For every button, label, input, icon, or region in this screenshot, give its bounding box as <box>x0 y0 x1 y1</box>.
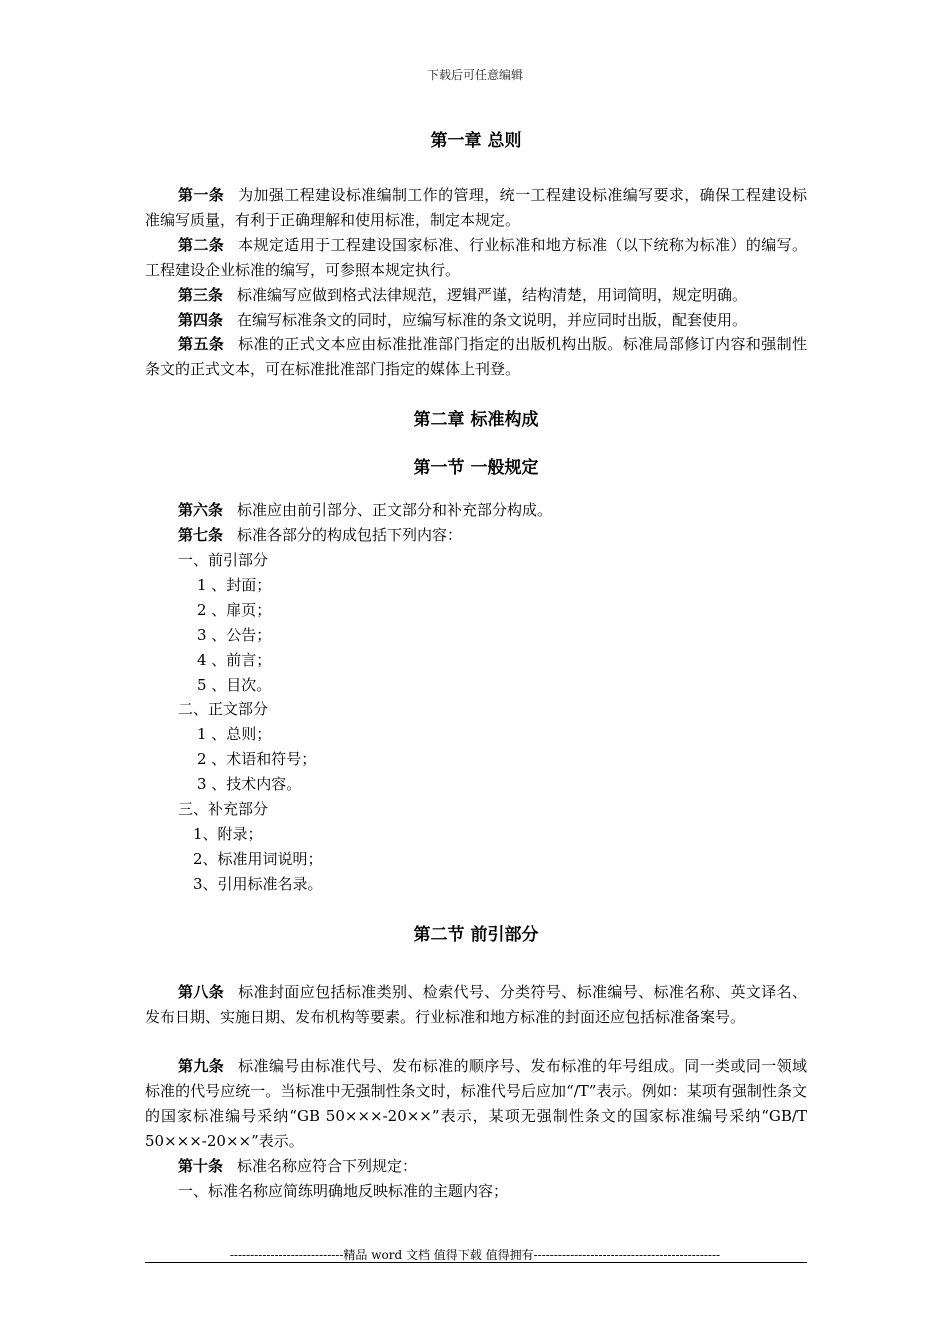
list-item: 2 、扉页； <box>197 601 272 619</box>
list-item: 1、附录； <box>193 825 263 843</box>
article-text: 标准应由前引部分、正文部分和补充部分构成。 <box>237 501 553 519</box>
article-3 <box>145 283 807 308</box>
list-item: 3 、公告； <box>197 626 272 644</box>
chapter-2-title: 第二章 标准构成 <box>413 410 539 430</box>
list-item: 2、标准用词说明； <box>193 850 323 868</box>
article-label: 第一条 <box>178 186 225 204</box>
list-item: 一、标准名称应简练明确地反映标准的主题内容； <box>178 1182 509 1200</box>
article-8 <box>145 980 807 1030</box>
section-1-title: 第一节 一般规定 <box>413 458 539 478</box>
article-label: 第二条 <box>178 236 225 254</box>
article-text: 标准编写应做到格式法律规范，逻辑严谨，结构清楚，用词简明，规定明确。 <box>237 286 748 304</box>
section-2-title: 第二节 前引部分 <box>413 925 539 945</box>
page-header: 下载后可任意编辑 <box>426 68 523 82</box>
article-4 <box>145 308 807 333</box>
article-label: 第三条 <box>178 286 224 304</box>
article-7 <box>145 523 807 548</box>
list-item: 二、正文部分 <box>178 700 269 718</box>
article-label: 第四条 <box>178 311 224 329</box>
list-item: 2 、术语和符号； <box>197 750 317 768</box>
article-label: 第九条 <box>178 1057 225 1075</box>
list-item: 1 、封面； <box>197 576 272 594</box>
article-text: 为加强工程建设标准编制工作的管理，统一工程建设标准编写要求，确保工程建设标准编写质量，有利于正确理解和使用标准，制定本规定。 <box>145 186 807 229</box>
page-footer: ----------------------------精品 word 文档 值得下载 值得拥有---------------------------------------------- <box>229 1248 721 1262</box>
article-text: 标准各部分的构成包括下列内容： <box>237 526 463 544</box>
list-item: 3、引用标准名录。 <box>193 875 323 893</box>
list-item: 三、补充部分 <box>178 800 269 818</box>
article-label: 第五条 <box>178 335 225 353</box>
article-text: 标准名称应符合下列规定： <box>237 1157 418 1175</box>
article-label: 第六条 <box>178 501 224 519</box>
article-label: 第七条 <box>178 526 224 544</box>
article-text: 标准编号由标准代号、发布标准的顺序号、发布标准的年号组成。同一类或同一领域标准的代号应统一。当标准中无强制性条文时，标准代号后应加“/T”表示。例如：某项有强制性条文的国家标准编号采纳“GB 50×××-20××”表示，某项无强制性条文的国家标准编号采纳“GB/T 50×××-20××”表示。 <box>145 1057 807 1150</box>
article-1 <box>145 183 807 233</box>
article-text: 在编写标准条文的同时，应编写标准的条文说明，并应同时出版，配套使用。 <box>237 311 748 329</box>
list-item: 1 、总则； <box>197 725 272 743</box>
chapter-1-title: 第一章 总则 <box>430 131 522 151</box>
article-6 <box>145 498 807 523</box>
article-label: 第八条 <box>178 983 225 1001</box>
article-text: 本规定适用于工程建设国家标准、行业标准和地方标准（以下统称为标准）的编写。工程建设企业标准的编写，可参照本规定执行。 <box>145 236 807 279</box>
list-item: 一、前引部分 <box>178 551 269 569</box>
article-5 <box>145 332 807 382</box>
article-2 <box>145 233 807 283</box>
list-item: 5 、目次。 <box>197 676 272 694</box>
list-item: 4 、前言； <box>197 651 272 669</box>
article-9 <box>145 1054 807 1154</box>
list-item: 3 、技术内容。 <box>197 775 302 793</box>
article-text: 标准的正式文本应由标准批准部门指定的出版机构出版。标准局部修订内容和强制性条文的正式文本，可在标准批准部门指定的媒体上刊登。 <box>145 335 807 378</box>
article-text: 标准封面应包括标准类别、检索代号、分类符号、标准编号、标准名称、英文译名、发布日期、实施日期、发布机构等要素。行业标准和地方标准的封面还应包括标准备案号。 <box>145 983 807 1026</box>
article-label: 第十条 <box>178 1157 224 1175</box>
footer-divider <box>145 1262 807 1263</box>
article-10 <box>145 1154 807 1179</box>
